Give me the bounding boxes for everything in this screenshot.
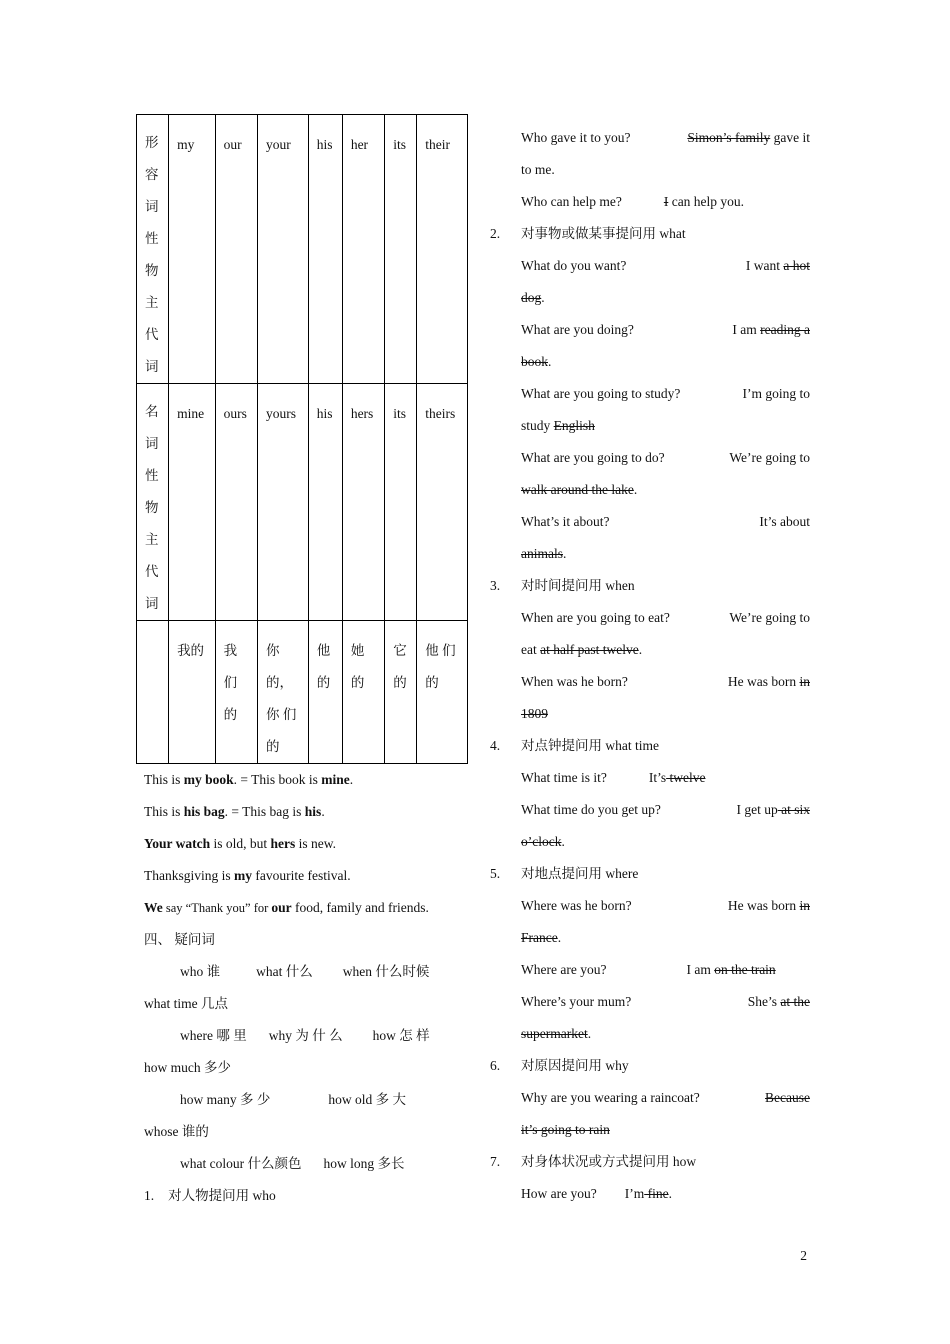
cell-line: 他 们	[425, 643, 456, 658]
cell-line: 他	[316, 643, 331, 658]
cell-line: 的，	[266, 675, 294, 690]
qa-line: What’s it about? It’s about	[521, 514, 810, 529]
cell-line: 的	[350, 675, 365, 690]
qa-line: o’clock.	[521, 834, 565, 849]
qa-line: What are you going to do? We’re going to	[521, 450, 810, 465]
category-char: 代	[145, 564, 159, 579]
qa-line: How are you? I’m fine.	[521, 1186, 672, 1201]
table-cell: theirs	[417, 384, 468, 621]
list-item: 2. 对事物或做某事提问用 what	[490, 226, 686, 241]
cell-line: 的	[223, 707, 238, 722]
qa-line: to me.	[521, 162, 555, 177]
qa-line: Where was he born? He was born in	[521, 898, 810, 913]
list-item: 7. 对身体状况或方式提问用 how	[490, 1154, 697, 1169]
qword-line: what time 几点	[144, 996, 228, 1011]
cell-line: 她	[350, 643, 365, 658]
table-cell: their	[417, 115, 468, 384]
category-cell	[137, 621, 169, 764]
qa-line: book.	[521, 354, 552, 369]
category-char: 词	[145, 199, 159, 214]
category-char: 形	[145, 135, 159, 150]
example-line: Your watch is old, but hers is new.	[144, 836, 337, 851]
category-char: 词	[145, 436, 159, 451]
example-line: Thanksgiving is my favourite festival.	[144, 868, 351, 883]
table-cell	[258, 621, 309, 764]
qa-line: Where are you? I am on the train	[521, 962, 776, 977]
qa-line: study English	[521, 418, 595, 433]
table-row	[137, 384, 468, 621]
page-number: 2	[800, 1248, 807, 1263]
section-title: 四、 疑问词	[144, 932, 215, 947]
table-cell: her	[342, 115, 384, 384]
qa-line: Who can help me? I can help you.	[521, 194, 745, 209]
qa-line: When are you going to eat? We’re going to	[521, 610, 810, 625]
category-char: 词	[145, 596, 159, 611]
table-cell	[308, 621, 342, 764]
qa-line: Why are you wearing a raincoat? Because	[521, 1090, 810, 1105]
qword-line: how many 多 少 how old 多 大	[180, 1092, 406, 1107]
qa-line: What time do you get up? I get up at six	[521, 802, 810, 817]
example-line: This is my book. = This book is mine.	[144, 772, 354, 787]
table-cell	[342, 621, 384, 764]
pronoun-table-container	[136, 114, 476, 1203]
example-line: This is his bag. = This bag is his.	[144, 804, 325, 819]
table-row	[137, 621, 468, 764]
table-cell	[385, 621, 417, 764]
table-cell	[215, 621, 257, 764]
list-item: 3. 对时间提问用 when	[490, 578, 635, 593]
cell-line: 的	[425, 675, 439, 690]
list-item: 6. 对原因提问用 why	[490, 1058, 629, 1073]
table-cell: his	[308, 384, 342, 621]
qa-line: What do you want? I want a hot	[521, 258, 810, 273]
category-char: 主	[145, 295, 159, 310]
qa-line: walk around the lake.	[521, 482, 638, 497]
table-cell: yours	[258, 384, 309, 621]
cell-line: 我的	[177, 643, 205, 658]
qa-line: Who gave it to you? Simon’s family gave it	[521, 130, 810, 145]
cell-line: 的	[266, 739, 280, 754]
cell-line: 的	[393, 675, 407, 690]
qa-line: When was he born? He was born in	[521, 674, 810, 689]
qa-line: eat at half past twelve.	[521, 642, 643, 657]
qword-line: where 哪 里 why 为 什 么 how 怎 样	[180, 1028, 430, 1043]
table-cell	[417, 621, 468, 764]
cell-line: 我	[223, 643, 238, 658]
qa-line: What are you doing? I am reading a	[521, 322, 810, 337]
table-cell: our	[215, 115, 257, 384]
category-char: 容	[145, 167, 159, 182]
category-cell	[137, 115, 169, 384]
qa-line: 1809	[521, 706, 548, 721]
qa-line: it’s going to rain	[521, 1122, 610, 1137]
list-item: 1. 对人物提问用 who	[144, 1188, 276, 1203]
qa-line: What are you going to study? I’m going to	[521, 386, 810, 401]
qword-line: whose 谁的	[144, 1124, 209, 1139]
qa-line: dog.	[521, 290, 545, 305]
table-cell: your	[258, 115, 309, 384]
qa-line: supermarket.	[521, 1026, 592, 1041]
table-row	[137, 115, 468, 384]
table-cell: ours	[215, 384, 257, 621]
qa-line: Where’s your mum? She’s at the	[521, 994, 810, 1009]
pronoun-table	[136, 114, 468, 764]
category-char: 主	[145, 532, 159, 547]
cell-line: 你	[266, 643, 280, 658]
cell-line: 的	[316, 675, 331, 690]
table-cell: hers	[342, 384, 384, 621]
table-cell: mine	[169, 384, 216, 621]
table-cell	[169, 621, 216, 764]
category-char: 代	[145, 327, 159, 342]
category-char: 性	[145, 231, 159, 246]
qa-line: What time is it? It’s twelve	[521, 770, 706, 785]
qword-line: what colour 什么颜色 how long 多长	[180, 1156, 405, 1171]
table-cell: his	[308, 115, 342, 384]
right-column	[490, 122, 810, 1210]
table-cell: its	[385, 384, 417, 621]
category-char: 物	[145, 500, 159, 515]
category-char: 名	[145, 404, 159, 419]
category-cell	[137, 384, 169, 621]
qword-line: who 谁 what 什么 when 什么时候	[180, 964, 430, 979]
cell-line: 们	[223, 675, 238, 690]
category-char: 词	[145, 359, 159, 374]
qa-line: France.	[521, 930, 562, 945]
qword-line: how much 多少	[144, 1060, 231, 1075]
cell-line: 你 们	[266, 707, 297, 722]
list-item: 5. 对地点提问用 where	[490, 866, 639, 881]
qa-line: animals.	[521, 546, 567, 561]
category-char: 物	[145, 263, 159, 278]
table-cell: my	[169, 115, 216, 384]
cell-line: 它	[393, 643, 407, 658]
table-cell: its	[385, 115, 417, 384]
example-line: We say “Thank you” for our food, family and friends.	[144, 900, 429, 915]
list-item: 4. 对点钟提问用 what time	[490, 738, 659, 753]
examples-block	[144, 764, 484, 1212]
category-char: 性	[145, 468, 159, 483]
